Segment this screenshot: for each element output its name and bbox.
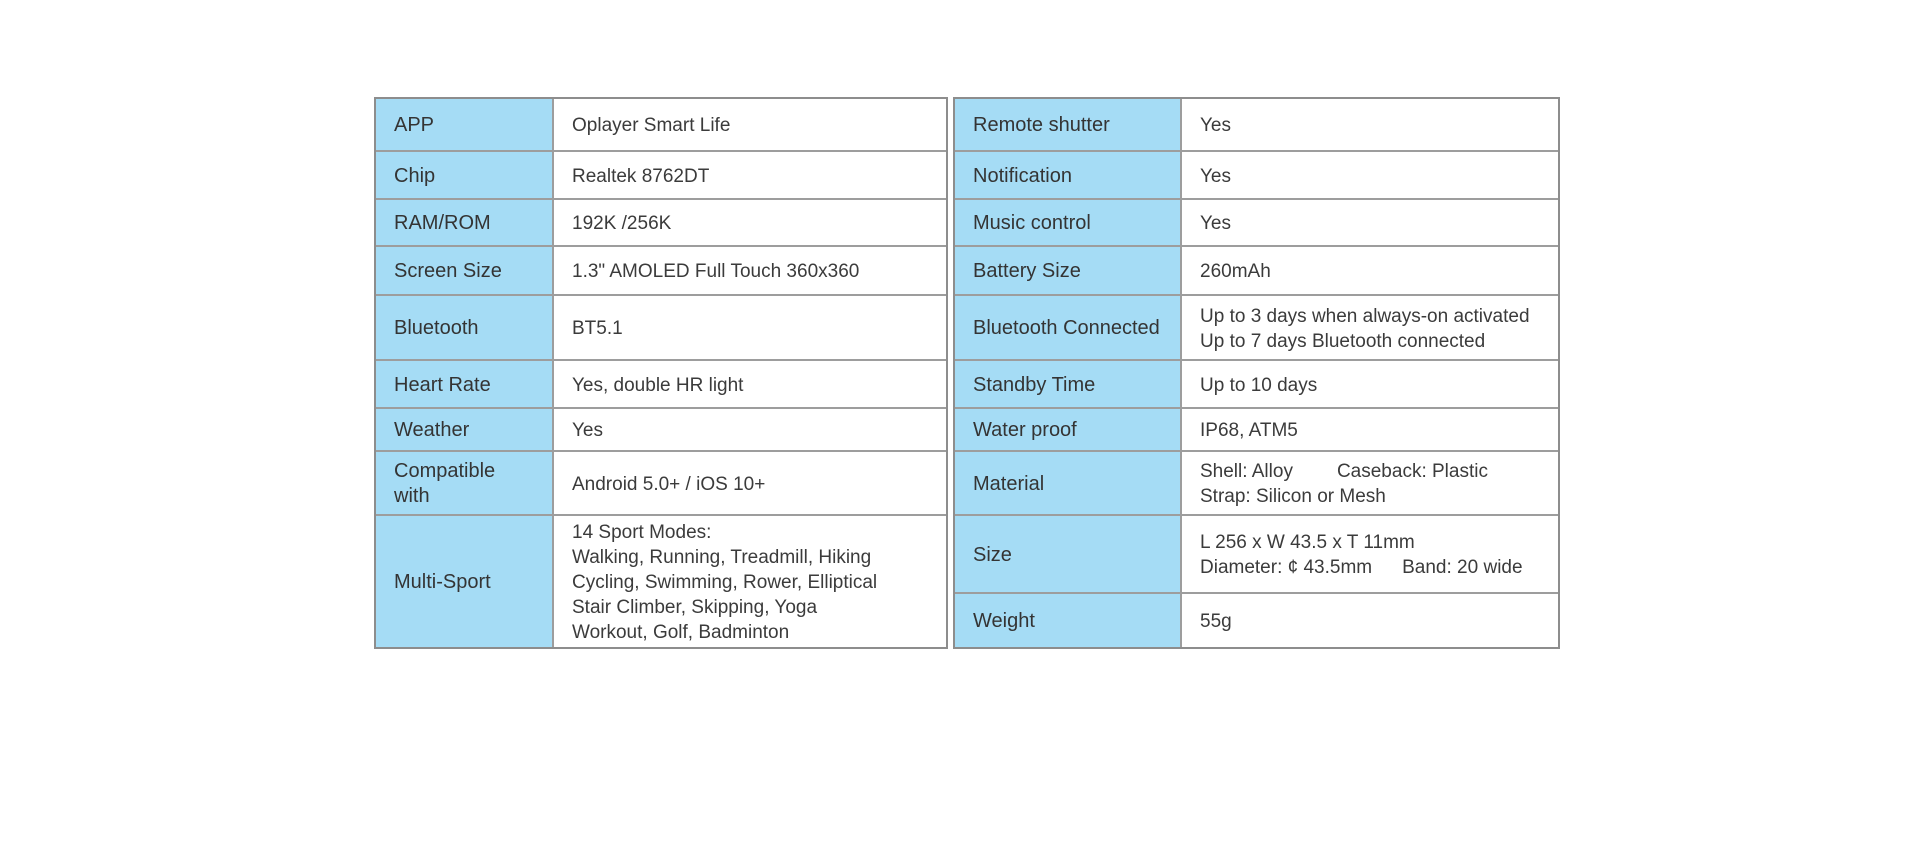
label-cell-multi-sport: Multi-Sport xyxy=(376,516,552,647)
value-cell-multi-sport xyxy=(554,516,946,647)
label-cell-bluetooth: Bluetooth xyxy=(376,296,552,359)
value-cell-weather: Yes xyxy=(554,409,946,450)
spec-table-right xyxy=(953,97,1560,649)
label-cell-heart-rate: Heart Rate xyxy=(376,361,552,407)
label-cell-ram-rom: RAM/ROM xyxy=(376,200,552,245)
label-cell-size: Size xyxy=(955,516,1180,592)
value-cell-app: Oplayer Smart Life xyxy=(554,99,946,150)
label-cell-notification: Notification xyxy=(955,152,1180,198)
label-cell-screen-size: Screen Size xyxy=(376,247,552,294)
value-cell-water-proof: IP68, ATM5 xyxy=(1182,409,1558,450)
label-cell-standby-time: Standby Time xyxy=(955,361,1180,407)
value-cell-notification: Yes xyxy=(1182,152,1558,198)
label-cell-material: Material xyxy=(955,452,1180,514)
size-line-2 xyxy=(1200,555,1523,580)
material-line-2: Strap: Silicon or Mesh xyxy=(1200,486,1386,507)
value-cell-bluetooth-connected xyxy=(1182,296,1558,359)
size-band: Band: 20 wide xyxy=(1402,557,1523,578)
value-cell-size xyxy=(1182,516,1558,592)
value-cell-weight: 55g xyxy=(1182,594,1558,647)
material-caseback: Caseback: Plastic xyxy=(1336,461,1488,482)
bluetooth-connected-line-1: Up to 3 days when always-on activated xyxy=(1200,305,1530,327)
label-cell-water-proof: Water proof xyxy=(955,409,1180,450)
value-cell-remote-shutter: Yes xyxy=(1182,99,1558,150)
value-cell-battery-size: 260mAh xyxy=(1182,247,1558,294)
label-cell-music-control: Music control xyxy=(955,200,1180,245)
label-cell-weather: Weather xyxy=(376,409,552,450)
value-cell-compatible-with: Android 5.0+ / iOS 10+ xyxy=(554,452,946,514)
value-cell-bluetooth: BT5.1 xyxy=(554,296,946,359)
label-cell-weight: Weight xyxy=(955,594,1180,647)
material-line-1 xyxy=(1200,459,1488,484)
multi-sport-line-1: 14 Sport Modes: xyxy=(572,522,712,543)
spec-sheet xyxy=(374,97,1560,649)
value-cell-chip: Realtek 8762DT xyxy=(554,152,946,198)
material-shell: Shell: Alloy xyxy=(1200,461,1293,482)
label-cell-chip: Chip xyxy=(376,152,552,198)
value-cell-screen-size: 1.3" AMOLED Full Touch 360x360 xyxy=(554,247,946,294)
spec-table-left xyxy=(374,97,948,649)
value-cell-ram-rom: 192K /256K xyxy=(554,200,946,245)
size-diameter: Diameter: ¢ 43.5mm xyxy=(1200,557,1373,578)
value-cell-music-control: Yes xyxy=(1182,200,1558,245)
value-cell-heart-rate: Yes, double HR light xyxy=(554,361,946,407)
label-cell-compatible-with: Compatible with xyxy=(376,452,552,514)
value-cell-standby-time: Up to 10 days xyxy=(1182,361,1558,407)
multi-sport-line-5: Workout, Golf, Badminton xyxy=(572,622,790,643)
label-cell-battery-size: Battery Size xyxy=(955,247,1180,294)
value-cell-material xyxy=(1182,452,1558,514)
multi-sport-line-4: Stair Climber, Skipping, Yoga xyxy=(572,597,818,618)
size-line-1: L 256 x W 43.5 x T 11mm xyxy=(1200,532,1415,553)
label-cell-remote-shutter: Remote shutter xyxy=(955,99,1180,150)
label-cell-app: APP xyxy=(376,99,552,150)
multi-sport-line-3: Cycling, Swimming, Rower, Elliptical xyxy=(572,572,878,593)
bluetooth-connected-line-2: Up to 7 days Bluetooth connected xyxy=(1200,330,1486,352)
label-cell-bluetooth-connected: Bluetooth Connected xyxy=(955,296,1180,359)
multi-sport-line-2: Walking, Running, Treadmill, Hiking xyxy=(572,547,872,568)
